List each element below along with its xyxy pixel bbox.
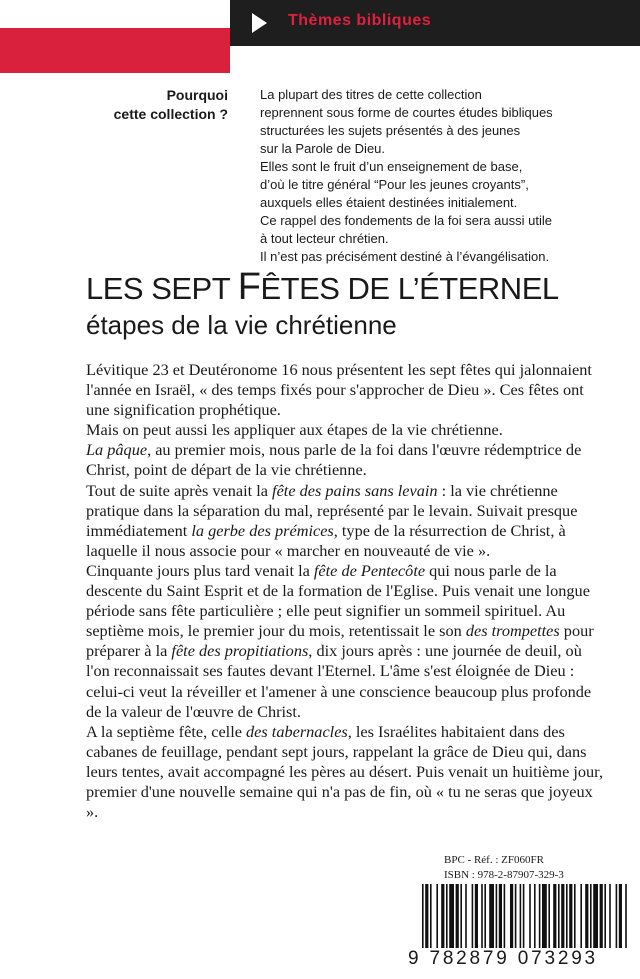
collection-line: d’où le titre général “Pour les jeunes croyants”,	[260, 177, 529, 192]
blurb-emphasis: la gerbe des prémices	[191, 520, 334, 540]
collection-line: à tout lecteur chrétien.	[260, 231, 389, 246]
blurb-emphasis: des tabernacles	[246, 721, 348, 741]
blurb-paragraph	[86, 481, 606, 561]
red-accent-bar	[0, 28, 230, 73]
collection-line: auxquels elles étaient destinées initialement.	[260, 195, 518, 210]
blurb-emphasis: des trompettes	[465, 621, 560, 641]
reference-number: BPC - Réf. : ZF060FR	[444, 854, 544, 866]
blurb-paragraph	[86, 440, 606, 480]
blurb-paragraph: Lévitique 23 et Deutéronome 16 nous présentent les sept fêtes qui jalonnaient l'année en Israël, « des temps fixés pour s'approcher de Dieu ». Ces fêtes ont une signification prophétique.	[86, 360, 592, 420]
barcode	[404, 884, 630, 970]
collection-description	[260, 86, 635, 266]
blurb-emphasis: fête de Pentecôte	[313, 560, 426, 580]
blurb-text: Tout de suite après venait la	[86, 480, 273, 500]
blurb-text: , dix jours après : une journée de deuil, où l'on reconnaissait ses fautes devant l'Eternel. L'âme s'est éloignée de Dieu : celui-ci veut la réveiller et l'amener à une conscience beaucoup plus profonde de la valeur de l'œuvre de Christ.	[86, 641, 592, 721]
barcode-bars	[404, 884, 630, 950]
isbn-number: ISBN : 978-2-87907-329-3	[444, 869, 564, 881]
book-subtitle: étapes de la vie chrétienne	[86, 310, 397, 340]
blurb-text: pour préparer à la	[86, 621, 594, 661]
play-triangle-icon	[252, 13, 267, 33]
reference-block	[444, 853, 624, 883]
blurb-text: Cinquante jours plus tard venait la	[86, 560, 314, 580]
blurb-text: , type de la résurrection de Christ, à laquelle il nous associe pour « marcher en nouveauté de vie ».	[86, 520, 566, 560]
collection-heading-line: Pourquoi	[166, 87, 228, 103]
blurb-text: , au premier mois, nous parle de la foi dans l'œuvre rédemptrice de Christ, point de départ de la vie chrétienne.	[86, 440, 582, 480]
blurb-text: , les Israélites habitaient dans des cabanes de feuillage, pendant sept jours, rappelant la grâce de Dieu qui, dans leurs tentes, avait accompagné les pères au désert. Puis venait un huitième jour, premier d'une nouvelle semaine qui n'a pas de fin, où « tu ne seras que joyeux ».	[86, 721, 604, 822]
collection-line: La plupart des titres de cette collection	[260, 87, 482, 102]
blurb-emphasis: fête des propitiations	[171, 641, 309, 661]
collection-line: Ce rappel des fondements de la foi sera aussi utile	[260, 213, 552, 228]
blurb-paragraph: Mais on peut aussi les appliquer aux étapes de la vie chrétienne.	[86, 420, 503, 440]
book-title-capital: F	[237, 266, 261, 308]
collection-line: Elles sont le fruit d’un enseignement de base,	[260, 159, 523, 174]
book-title-prefix: LES SEPT	[86, 271, 238, 306]
collection-line: structurées les sujets présentés à des jeunes	[260, 123, 521, 138]
collection-heading	[28, 86, 228, 124]
series-banner	[230, 0, 640, 46]
blurb-paragraph	[86, 722, 606, 822]
blurb-text: qui nous parle de la descente du Saint Esprit et de la formation de l'Eglise. Puis venait une longue période sans fête particulière ; elle peut signifier un sommeil spirituel. Au septième mois, le premier jour du mois, retentissait le son	[86, 560, 590, 641]
blurb-text: A la septième fête, celle	[86, 721, 247, 741]
book-blurb	[86, 360, 606, 822]
collection-heading-line: cette collection ?	[113, 106, 228, 122]
blurb-emphasis: La pâque	[86, 440, 148, 460]
blurb-text: : la vie chrétienne pratique dans la séparation du mal, représenté par le levain. Suivait presque immédiatement	[86, 480, 578, 540]
series-title: Thèmes bibliques	[288, 12, 432, 29]
barcode-digits: 9 782879 073293	[404, 948, 634, 970]
collection-line: sur la Parole de Dieu.	[260, 141, 386, 156]
collection-line: reprennent sous forme de courtes études bibliques	[260, 105, 553, 120]
collection-line: Il n’est pas précisément destiné à l’évangélisation.	[260, 249, 550, 264]
book-title	[86, 266, 559, 309]
book-title-suffix: ÊTES DE L’ÉTERNEL	[260, 271, 559, 306]
blurb-paragraph	[86, 561, 606, 722]
blurb-emphasis: fête des pains sans levain	[272, 480, 438, 500]
